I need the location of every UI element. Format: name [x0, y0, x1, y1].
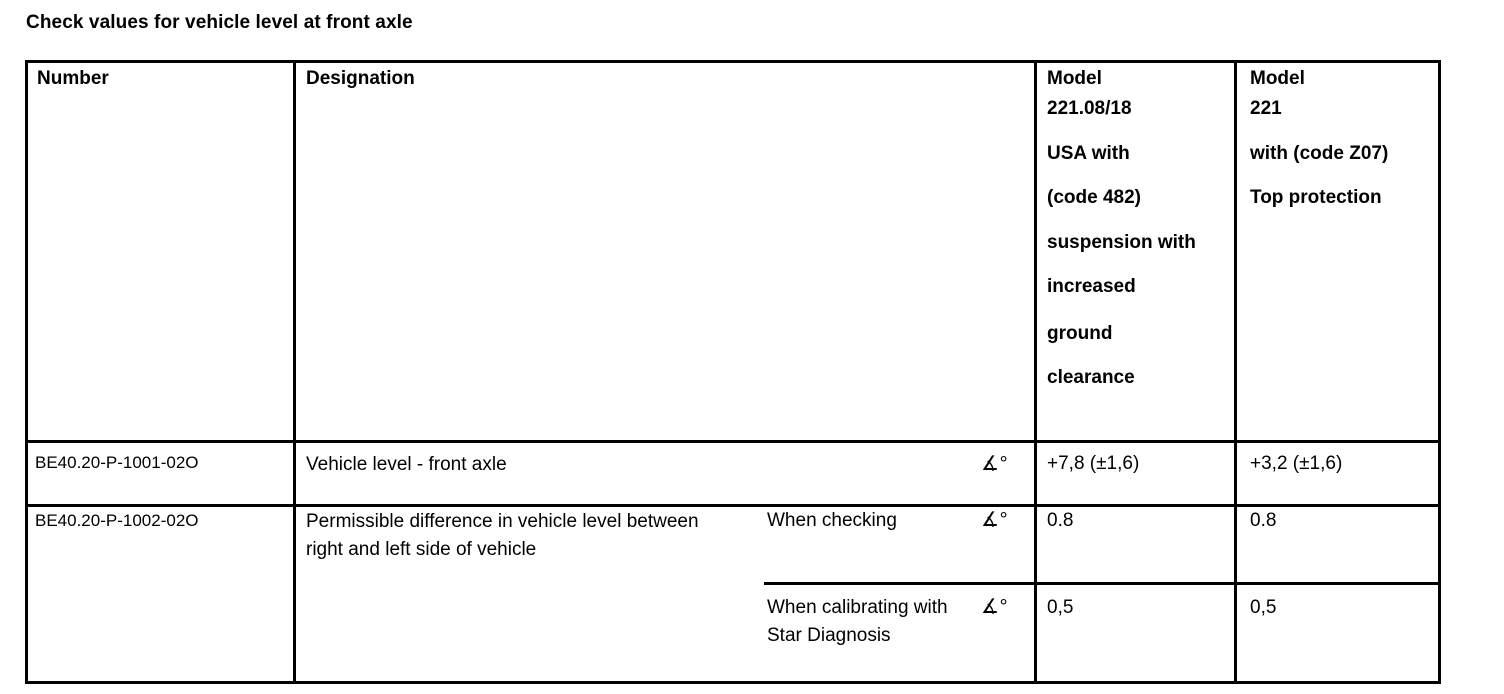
table-border-left: [25, 60, 28, 684]
col-divider-model: [1234, 60, 1237, 684]
header-model-b-line: with (code Z07): [1250, 143, 1389, 164]
header-model-b: [1250, 68, 1435, 438]
row2-number: BE40.20-P-1002-02O: [35, 511, 199, 530]
angle-degree-icon: ∡°: [981, 596, 1007, 618]
header-model-a-line: Model: [1047, 68, 1102, 89]
subrow2-model-b: 0,5: [1250, 597, 1277, 618]
row-divider-header: [25, 440, 1441, 443]
header-model-a-line: increased: [1047, 276, 1136, 297]
check-values-table: [25, 60, 1441, 684]
col-divider-number: [293, 60, 296, 684]
header-model-a-line: 221.08/18: [1047, 98, 1132, 119]
header-model-a-line: USA with: [1047, 143, 1130, 164]
header-model-b-line: Top protection: [1250, 187, 1382, 208]
subrow1-condition: When checking: [767, 510, 897, 531]
row-divider-subrow: [764, 582, 1441, 585]
row2-designation: Permissible difference in vehicle level between right and left side of vehicle: [306, 511, 699, 560]
page-title: Check values for vehicle level at front axle: [26, 12, 413, 33]
col-divider-designation: [1034, 60, 1037, 684]
table-border-right: [1438, 60, 1441, 684]
table-border-top: [25, 60, 1441, 63]
header-model-a-line: suspension with: [1047, 232, 1196, 253]
subrow1-model-b: 0.8: [1250, 510, 1277, 531]
subrow2-model-a: 0,5: [1047, 597, 1074, 618]
row1-model-a: +7,8 (±1,6): [1047, 453, 1140, 474]
subrow1-model-a: 0.8: [1047, 510, 1074, 531]
header-model-b-line: 221: [1250, 98, 1282, 119]
row1-number: BE40.20-P-1001-02O: [35, 453, 199, 472]
row1-designation: Vehicle level - front axle: [306, 454, 507, 475]
row-divider-row1: [25, 504, 1441, 507]
header-model-a-line: ground: [1047, 323, 1113, 344]
header-designation: Designation: [306, 68, 415, 89]
angle-degree-icon: ∡°: [981, 453, 1007, 475]
header-model-a-line: clearance: [1047, 367, 1135, 388]
header-model-a-line: (code 482): [1047, 187, 1141, 208]
table-border-bottom: [25, 681, 1441, 684]
header-number: Number: [37, 68, 109, 89]
header-model-b-line: Model: [1250, 68, 1305, 89]
angle-degree-icon: ∡°: [981, 509, 1007, 531]
row1-model-b: +3,2 (±1,6): [1250, 453, 1343, 474]
header-model-a: [1047, 68, 1232, 438]
subrow2-condition: When calibrating with Star Diagnosis: [767, 597, 948, 646]
